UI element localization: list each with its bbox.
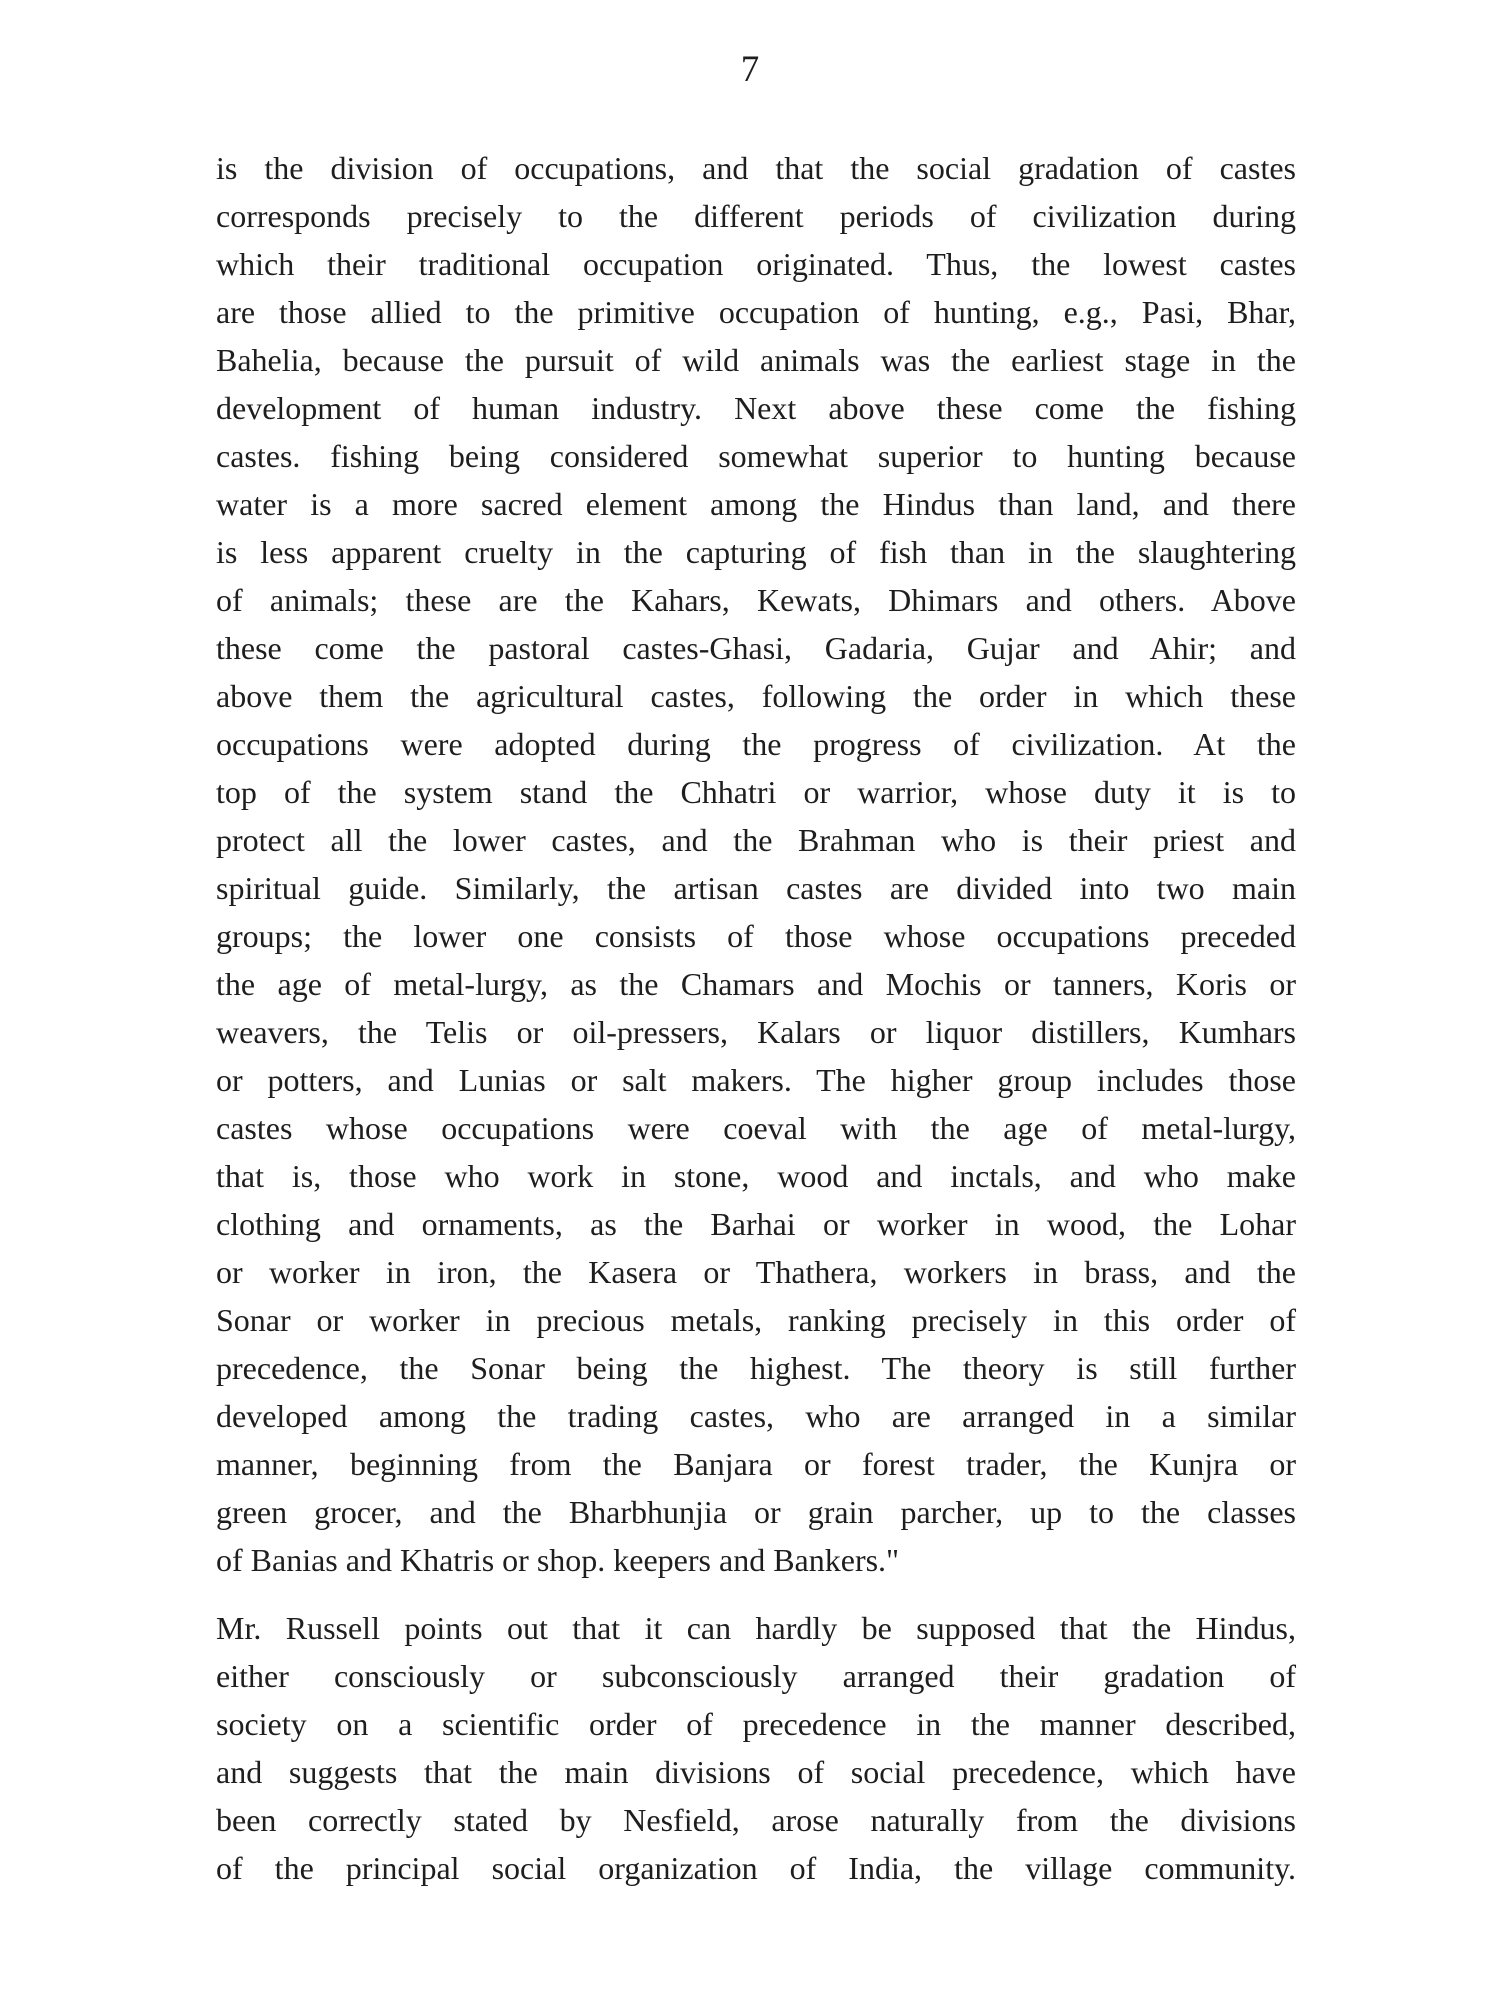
text-line: castes. fishing being considered somewhat superior to hunting because [216, 438, 1296, 474]
text-line: which their traditional occupation originated. Thus, the lowest castes [216, 246, 1296, 282]
text-line: weavers, the Telis or oil-pressers, Kalars or liquor distillers, Kumhars [216, 1014, 1296, 1050]
text-line: are those allied to the primitive occupation of hunting, e.g., Pasi, Bhar, [216, 294, 1296, 330]
text-line: is less apparent cruelty in the capturing of fish than in the slaughtering [216, 534, 1296, 570]
text-line: either consciously or subconsciously arranged their gradation of [216, 1658, 1296, 1694]
text-line: developed among the trading castes, who are arranged in a similar [216, 1398, 1296, 1434]
text-line: Bahelia, because the pursuit of wild animals was the earliest stage in the [216, 342, 1296, 378]
text-line: of the principal social organization of India, the village community. [216, 1850, 1296, 1886]
text-line: these come the pastoral castes-Ghasi, Gadaria, Gujar and Ahir; and [216, 630, 1296, 666]
text-line: groups; the lower one consists of those whose occupations preceded [216, 918, 1296, 954]
text-line: castes whose occupations were coeval with the age of metal-lurgy, [216, 1110, 1296, 1146]
text-line: water is a more sacred element among the Hindus than land, and there [216, 486, 1296, 522]
text-line: been correctly stated by Nesfield, arose naturally from the divisions [216, 1802, 1296, 1838]
text-line: clothing and ornaments, as the Barhai or worker in wood, the Lohar [216, 1206, 1296, 1242]
text-line: top of the system stand the Chhatri or warrior, whose duty it is to [216, 774, 1296, 810]
text-line: is the division of occupations, and that the social gradation of castes [216, 150, 1296, 186]
text-line: that is, those who work in stone, wood and inctals, and who make [216, 1158, 1296, 1194]
text-line: spiritual guide. Similarly, the artisan castes are divided into two main [216, 870, 1296, 906]
text-line: Sonar or worker in precious metals, ranking precisely in this order of [216, 1302, 1296, 1338]
text-line: manner, beginning from the Banjara or forest trader, the Kunjra or [216, 1446, 1296, 1482]
paragraph [216, 1604, 1296, 1892]
text-line: or potters, and Lunias or salt makers. The higher group includes those [216, 1062, 1296, 1098]
text-line: and suggests that the main divisions of social precedence, which have [216, 1754, 1296, 1790]
text-line: protect all the lower castes, and the Brahman who is their priest and [216, 822, 1296, 858]
text-line: above them the agricultural castes, following the order in which these [216, 678, 1296, 714]
text-line: development of human industry. Next above these come the fishing [216, 390, 1296, 426]
text-line: of Banias and Khatris or shop. keepers and Bankers." [216, 1542, 900, 1578]
text-line: Mr. Russell points out that it can hardly be supposed that the Hindus, [216, 1610, 1296, 1646]
text-line: corresponds precisely to the different periods of civilization during [216, 198, 1296, 234]
text-line: green grocer, and the Bharbhunjia or grain parcher, up to the classes [216, 1494, 1296, 1530]
text-line: of animals; these are the Kahars, Kewats, Dhimars and others. Above [216, 582, 1296, 618]
text-line: the age of metal-lurgy, as the Chamars and Mochis or tanners, Koris or [216, 966, 1296, 1002]
text-line: or worker in iron, the Kasera or Thathera, workers in brass, and the [216, 1254, 1296, 1290]
page-number: 7 [740, 49, 760, 90]
paragraph [216, 144, 1296, 1584]
text-line: precedence, the Sonar being the highest. The theory is still further [216, 1350, 1296, 1386]
text-line: occupations were adopted during the progress of civilization. At the [216, 726, 1296, 762]
text-line: society on a scientific order of precedence in the manner described, [216, 1706, 1296, 1742]
